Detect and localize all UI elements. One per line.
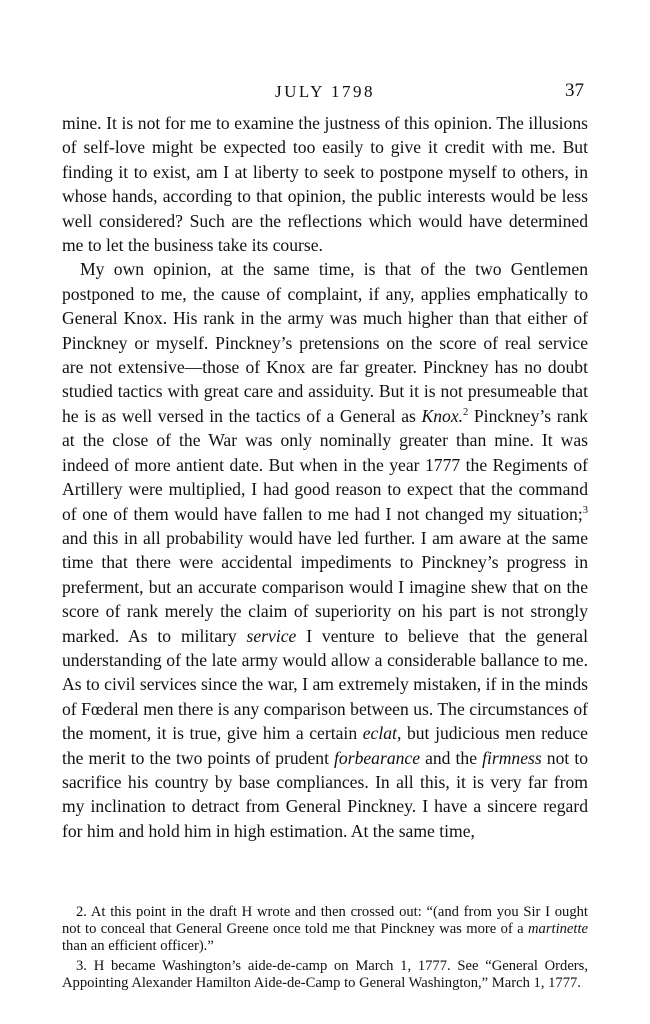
footnote-2	[62, 904, 588, 956]
body-text	[62, 111, 588, 843]
paragraph-2-part-c: and this in all probability would have led further. I am aware at the same time that there were accidental impediments to Pinckney’s progress in preferment, but an accurate comparison would I imagine shew that on the score of rank merely the claim of superiority on his part is not strongly marked. As to military	[62, 527, 588, 646]
page-number: 37	[565, 80, 584, 101]
footnote-ref-3: 3	[582, 504, 588, 516]
emphasis-service: service	[246, 625, 297, 646]
paragraph-2-part-d: I venture to believe that the general understanding of the late army would allow a considerable ballance to me. As to civil services since the war, I am extremely mistaken, if in the minds of Fœderal men there is any comparison between us. The circumstances of the moment, it is true, give him a certain	[62, 625, 588, 744]
paragraph-2-part-e: but judicious men reduce the merit to the two points of prudent	[62, 723, 588, 768]
paragraph-2-part-f: and the	[420, 747, 478, 768]
footnote-2-part-b: than an efficient officer).”	[62, 938, 214, 955]
paragraph-2	[62, 257, 588, 843]
emphasis-forbearance: forbearance	[334, 747, 421, 768]
running-head	[62, 80, 588, 108]
emphasis-firmness: firmness	[482, 747, 542, 768]
running-head-title: JULY 1798	[275, 82, 375, 101]
emphasis-knox: Knox.	[421, 405, 464, 426]
emphasis-eclat: eclat,	[362, 723, 402, 744]
footnote-ref-2: 2	[463, 407, 469, 419]
footnote-3: 3. H became Washington’s aide-de-camp on March 1, 1777. See “General Orders, Appointing Alexander Hamilton Aide-de-Camp to General Washington,” March 1, 1777.	[62, 957, 588, 991]
paragraph-2-part-b: Pinckney’s rank at the close of the War was only nominally greater than mine. It was indeed of more antient date. But when in the year 1777 the Regiments of Artillery were multiplied, I had good reason to expect that the command of one of them would have fallen to me had I not changed my situation;	[62, 405, 588, 524]
paragraph-2-part-a: My own opinion, at the same time, is that of the two Gentlemen postponed to me, the cause of complaint, if any, applies emphatically to General Knox. His rank in the army was much higher than that either of Pinckney or myself. Pinckney’s pretensions on the score of real service are not extensive—those of Knox are far greater. Pinckney has no doubt studied tactics with great care and assiduity. But it is not presumeable that he is as well versed in the tactics of a General as	[62, 259, 588, 426]
paragraph-1: mine. It is not for me to examine the justness of this opinion. The illusions of self-love might be expected too easily to give it credit with me. But finding it to exist, am I at liberty to seek to postpone myself to others, in whose hands, according to that opinion, the public interests would be less well considered? Such are the reflections which would have determined me to let the business take its course.	[62, 113, 588, 256]
footnotes	[62, 904, 588, 994]
emphasis-martinette: martinette	[528, 921, 588, 938]
footnote-2-part-a: 2. At this point in the draft H wrote and then crossed out: “(and from you Sir I ought not to conceal that General Greene once told me that Pinckney was more of a	[62, 904, 588, 938]
paragraph-2-part-g: not to sacrifice his country by base compliances. In all this, it is very far from my inclination to detract from General Pinckney. I have a sincere regard for him and hold him in high estimation. At the same time,	[62, 747, 589, 841]
